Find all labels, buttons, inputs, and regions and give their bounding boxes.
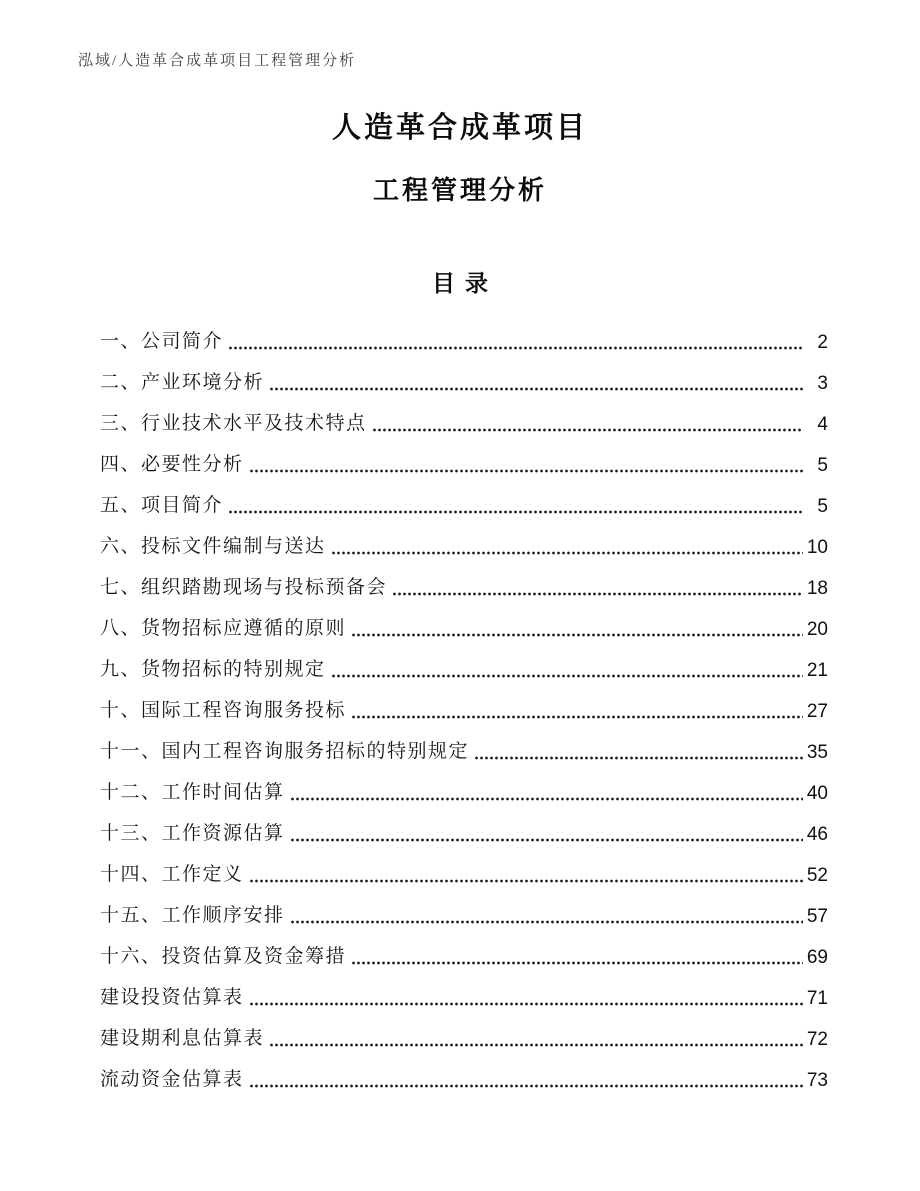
toc-entry[interactable] <box>100 886 828 927</box>
toc-entry-page: 27 <box>806 701 828 723</box>
toc-leader-dots <box>393 592 803 596</box>
title-block <box>0 114 920 203</box>
toc-entry-label: 十一、国内工程咨询服务招标的特别规定 <box>100 741 470 763</box>
toc-entry[interactable] <box>100 804 828 845</box>
toc-leader-dots <box>250 1002 803 1006</box>
toc-entry-page: 73 <box>806 1070 828 1092</box>
toc-entry-page: 71 <box>806 988 828 1010</box>
toc-heading: 目录 <box>432 271 498 296</box>
toc-entry[interactable] <box>100 558 828 599</box>
toc-entry-label: 五、项目简介 <box>100 495 224 517</box>
toc-entry[interactable] <box>100 722 828 763</box>
toc-entry-label: 八、货物招标应遵循的原则 <box>100 618 347 640</box>
toc-entry-page: 40 <box>806 783 828 805</box>
toc-leader-dots <box>250 879 803 883</box>
toc-leader-dots <box>352 961 803 965</box>
toc-entry-label: 四、必要性分析 <box>100 454 244 476</box>
toc-entry-label: 十二、工作时间估算 <box>100 782 285 804</box>
toc-entry[interactable] <box>100 968 828 1009</box>
toc-entry[interactable] <box>100 681 828 722</box>
toc-entry-page: 4 <box>817 414 828 436</box>
toc-entry[interactable] <box>100 927 828 968</box>
toc-entry[interactable] <box>100 353 828 394</box>
toc-entry-label: 流动资金估算表 <box>100 1069 244 1091</box>
toc-entry-label: 六、投标文件编制与送达 <box>100 536 326 558</box>
toc-entry-page: 52 <box>806 865 828 887</box>
toc-list <box>100 312 828 1091</box>
toc-leader-dots <box>352 633 803 637</box>
toc-leader-dots <box>352 715 803 719</box>
document-watermark-header: 泓域/人造革合成革项目工程管理分析 <box>78 53 357 69</box>
toc-entry-page: 3 <box>817 373 828 395</box>
toc-entry[interactable] <box>100 640 828 681</box>
toc-leader-dots <box>229 346 803 350</box>
toc-leader-dots <box>250 469 803 473</box>
toc-entry-page: 10 <box>806 537 828 559</box>
toc-entry-label: 十、国际工程咨询服务投标 <box>100 700 347 722</box>
toc-leader-dots <box>270 1043 803 1047</box>
toc-entry-page: 5 <box>817 455 828 477</box>
toc-entry-page: 2 <box>817 332 828 354</box>
toc-entry-page: 35 <box>806 742 828 764</box>
toc-entry[interactable] <box>100 1050 828 1091</box>
toc-entry-page: 20 <box>806 619 828 641</box>
toc-leader-dots <box>270 387 803 391</box>
toc-entry[interactable] <box>100 1009 828 1050</box>
toc-entry-page: 5 <box>817 496 828 518</box>
toc-entry-label: 十四、工作定义 <box>100 864 244 886</box>
toc-entry-label: 十五、工作顺序安排 <box>100 905 285 927</box>
toc-leader-dots <box>332 551 803 555</box>
toc-entry-label: 九、货物招标的特别规定 <box>100 659 326 681</box>
toc-entry-page: 72 <box>806 1029 828 1051</box>
toc-leader-dots <box>291 838 803 842</box>
toc-leader-dots <box>475 756 803 760</box>
toc-entry-label: 二、产业环境分析 <box>100 372 265 394</box>
toc-entry-label: 七、组织踏勘现场与投标预备会 <box>100 577 388 599</box>
toc-entry[interactable] <box>100 394 828 435</box>
toc-leader-dots <box>373 428 803 432</box>
toc-entry[interactable] <box>100 517 828 558</box>
toc-entry-page: 46 <box>806 824 828 846</box>
toc-entry-page: 21 <box>806 660 828 682</box>
toc-leader-dots <box>250 1084 803 1088</box>
document-title-line2: 工程管理分析 <box>372 175 547 205</box>
toc-leader-dots <box>291 797 803 801</box>
toc-entry[interactable] <box>100 312 828 353</box>
toc-entry-page: 69 <box>806 947 828 969</box>
toc-entry[interactable] <box>100 845 828 886</box>
toc-leader-dots <box>229 510 803 514</box>
toc-entry-label: 一、公司简介 <box>100 331 224 353</box>
toc-entry[interactable] <box>100 435 828 476</box>
toc-leader-dots <box>291 920 803 924</box>
toc-entry-label: 建设投资估算表 <box>100 987 244 1009</box>
toc-entry-page: 18 <box>806 578 828 600</box>
toc-entry[interactable] <box>100 476 828 517</box>
toc-entry[interactable] <box>100 599 828 640</box>
document-title-line1: 人造革合成革项目 <box>331 112 588 144</box>
toc-entry-page: 57 <box>806 906 828 928</box>
toc-entry-label: 三、行业技术水平及技术特点 <box>100 413 367 435</box>
toc-leader-dots <box>332 674 803 678</box>
toc-entry[interactable] <box>100 763 828 804</box>
toc-entry-label: 建设期利息估算表 <box>100 1028 265 1050</box>
toc-entry-label: 十六、投资估算及资金筹措 <box>100 946 347 968</box>
toc-entry-label: 十三、工作资源估算 <box>100 823 285 845</box>
